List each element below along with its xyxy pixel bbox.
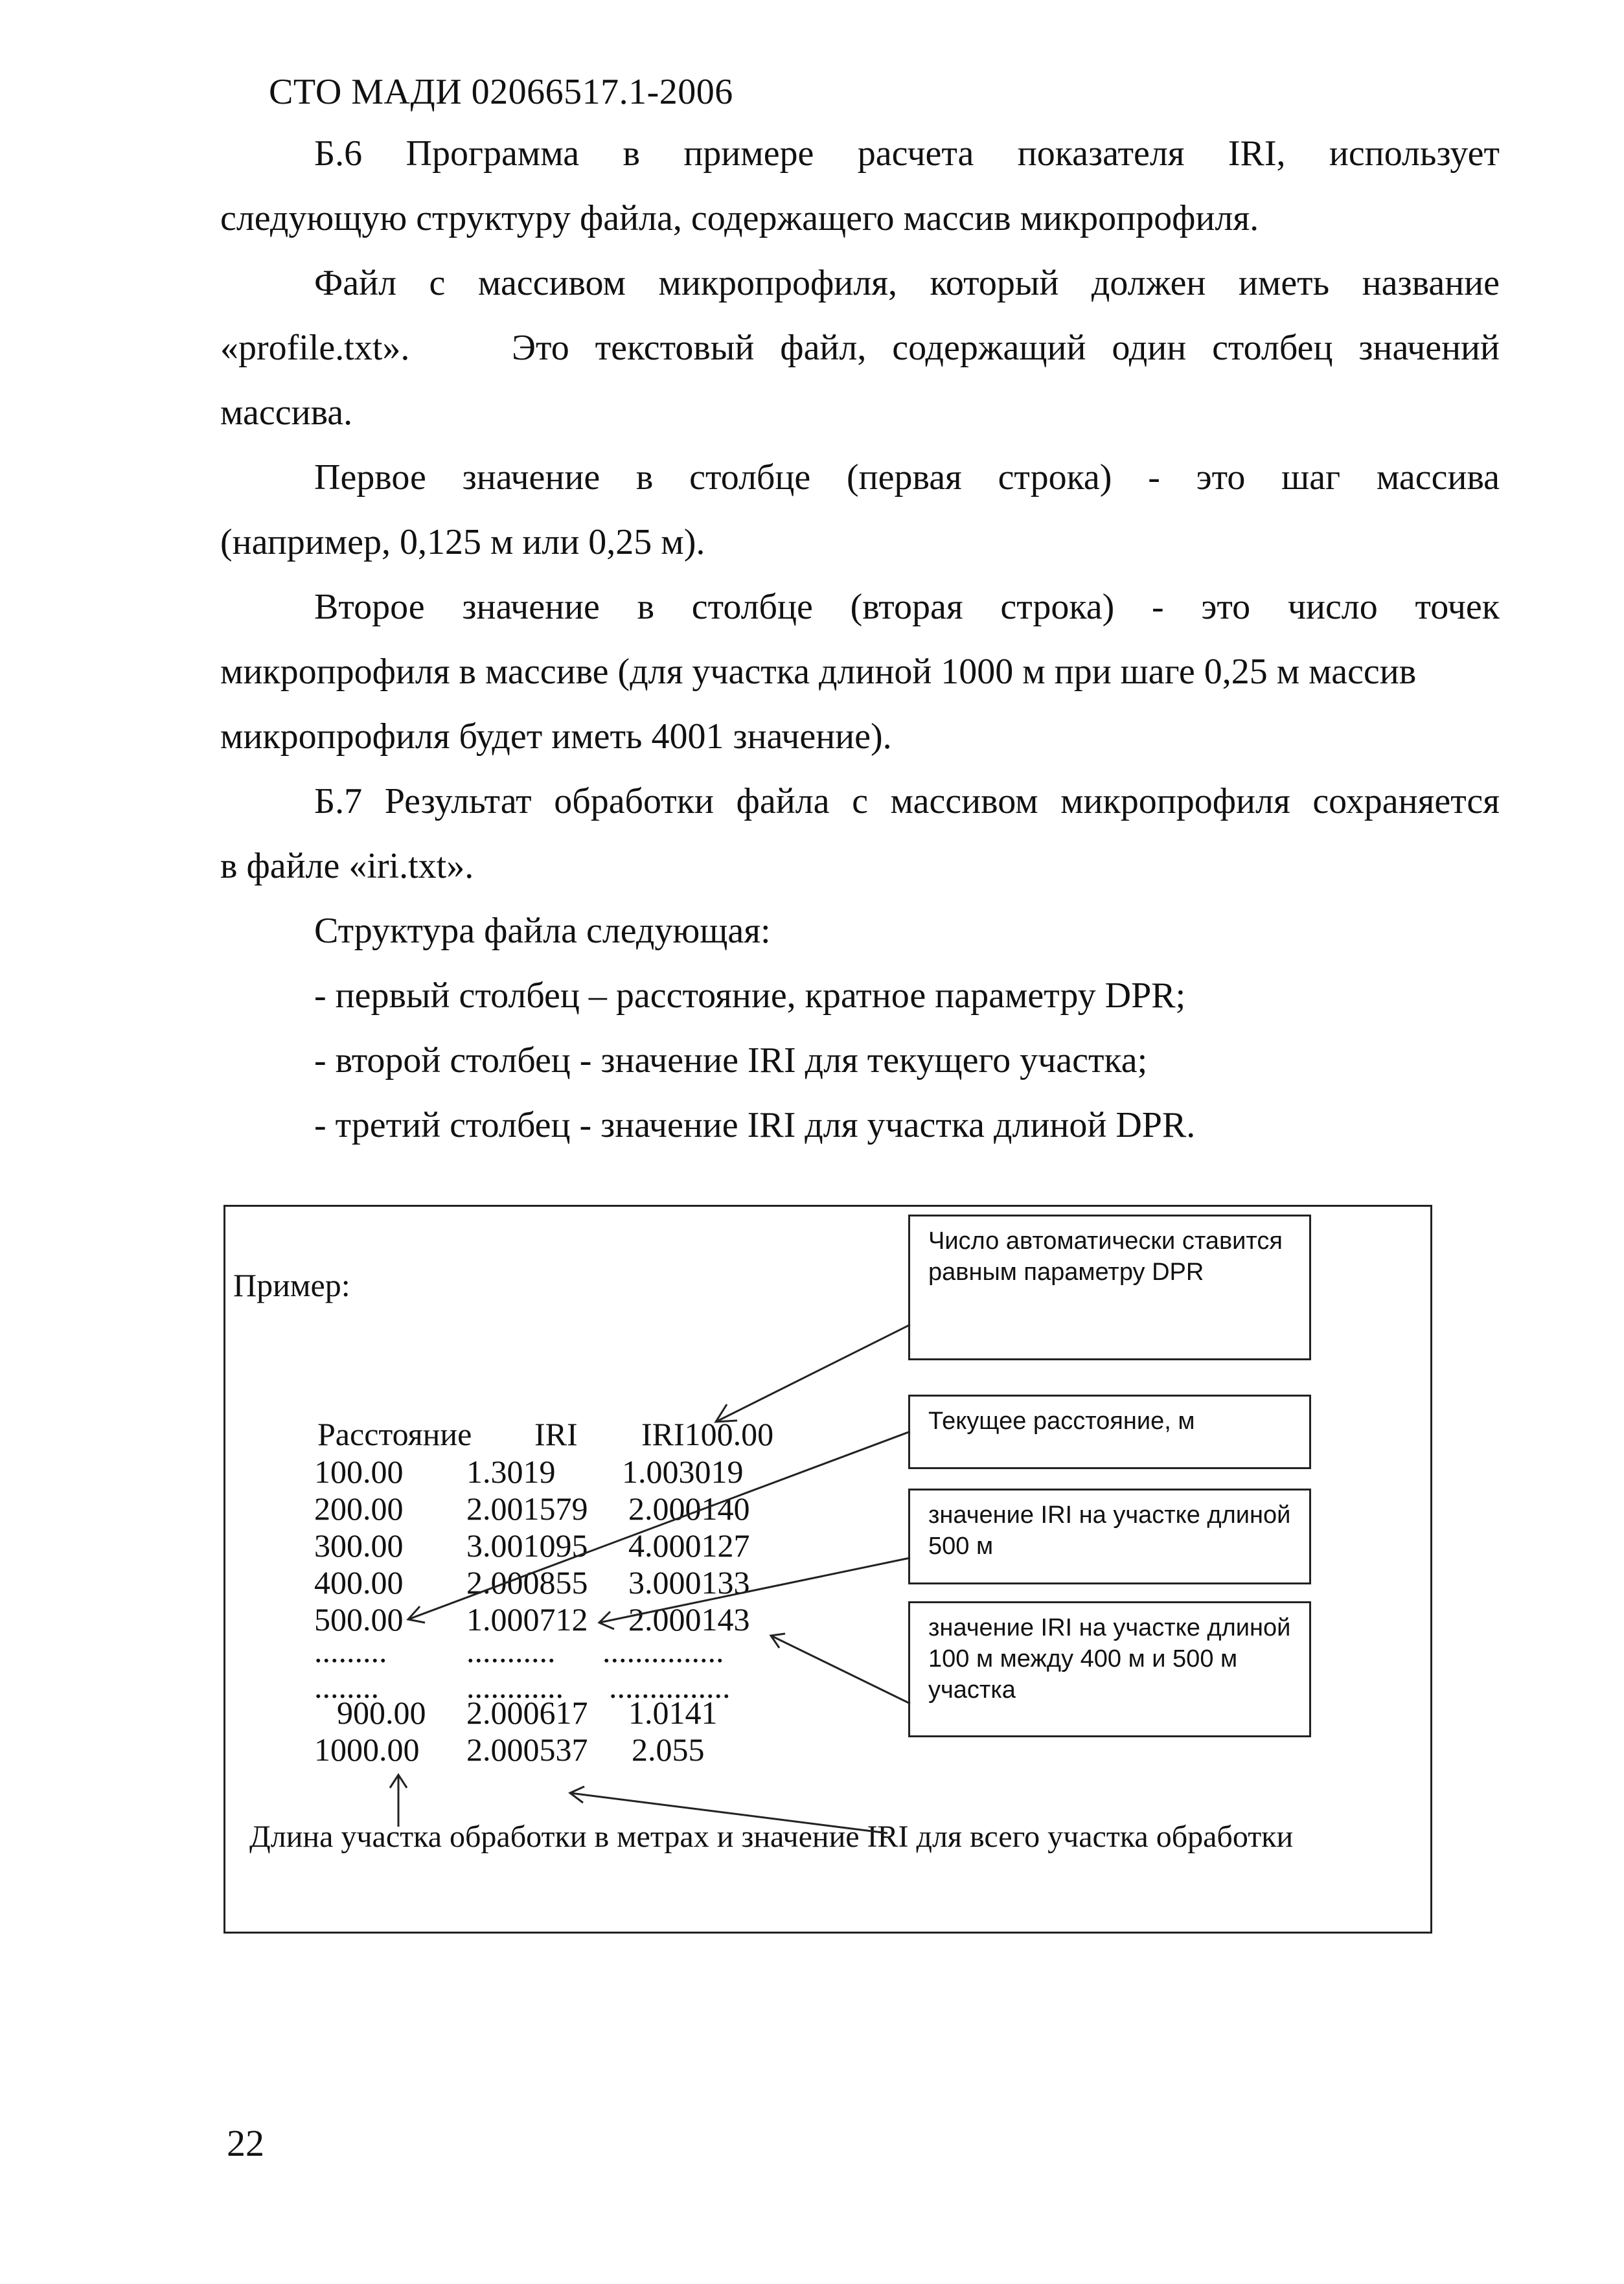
page-header: СТО МАДИ 02066517.1-2006 [269,72,733,112]
structure-item-1: - первый столбец – расстояние, кратное параметру DPR; [314,976,1186,1016]
note-iri-100: значение IRI на участке длиной 100 м между 400 м и 500 м участка [908,1601,1311,1737]
cell: 4.000127 [628,1527,750,1564]
cell: ............... [609,1669,731,1705]
col-header-iri100: IRI100.00 [641,1416,774,1452]
structure-item-2: - второй столбец - значение IRI для текущего участка; [314,1040,1148,1080]
arrow-total-iri [570,1793,887,1833]
first-line1: Первое значение в столбце (первая строка) - это шаг массива [314,457,1500,497]
cell: 1000.00 [314,1731,420,1768]
page-number: 22 [227,2122,264,2164]
cell: 2.000617 [466,1695,588,1731]
cell: ......... [314,1633,387,1669]
cell: 1.0141 [628,1695,718,1731]
structure-heading: Структура файла следующая: [314,911,771,951]
structure-item-3: - третий столбец - значение IRI для участка длиной DPR. [314,1105,1196,1145]
b7-line2: в файле «iri.txt». [220,846,474,886]
cell: 3.000133 [628,1564,750,1601]
arrow-current-distance [408,1432,910,1619]
second-line1: Второе значение в столбце (вторая строка) - это число точек [314,587,1500,627]
cell: 2.000143 [628,1601,750,1638]
col-header-iri: IRI [534,1416,578,1452]
second-line2: микропрофиля в массиве (для участка длиной 1000 м при шаге 0,25 м массив [220,652,1417,692]
cell: 2.055 [632,1731,705,1768]
cell: 900.00 [337,1695,426,1731]
example-footer: Длина участка обработки в метрах и значение IRI для всего участка обработки [249,1820,1294,1854]
cell: 400.00 [314,1564,404,1601]
file-line2b: Это текстовый файл, содержащий один столбец значений [512,328,1500,368]
arrow-iri-500 [599,1558,910,1623]
cell: ........ [314,1669,379,1705]
cell: 2.000537 [466,1731,588,1768]
note-iri-500: значение IRI на участке длиной 500 м [908,1489,1311,1584]
cell: 2.000855 [466,1564,588,1601]
cell: 2.001579 [466,1490,588,1527]
cell: 200.00 [314,1490,404,1527]
b6-line1: Б.6 Программа в примере расчета показателя IRI, использует [314,133,1500,174]
file-line2a: «profile.txt». [220,328,410,368]
second-line3: микропрофиля будет иметь 4001 значение). [220,716,892,757]
cell: 500.00 [314,1601,404,1638]
b7-line1: Б.7 Результат обработки файла с массивом микропрофиля сохраняется [314,781,1500,821]
file-line3: массива. [220,393,353,433]
note-current-distance: Текущее расстояние, м [908,1395,1311,1469]
arrow-dpr [716,1325,910,1422]
cell: ........... [466,1633,556,1669]
cell: ............... [602,1633,724,1669]
cell: 300.00 [314,1527,404,1564]
cell: 1.3019 [466,1454,556,1490]
cell: 1.003019 [622,1454,744,1490]
col-header-distance: Расстояние [317,1416,472,1452]
cell: 3.001095 [466,1527,588,1564]
cell: 2.000140 [628,1490,750,1527]
cell: 100.00 [314,1454,404,1490]
b6-line2: следующую структуру файла, содержащего массив микропрофиля. [220,198,1259,238]
example-label: Пример: [233,1267,350,1303]
note-dpr: Число автоматически ставится равным параметру DPR [908,1215,1311,1360]
first-line2: (например, 0,125 м или 0,25 м). [220,522,705,562]
arrow-iri-100 [771,1636,910,1704]
file-line1: Файл с массивом микропрофиля, который должен иметь название [314,263,1500,303]
cell: ............ [466,1669,564,1705]
cell: 1.000712 [466,1601,588,1638]
